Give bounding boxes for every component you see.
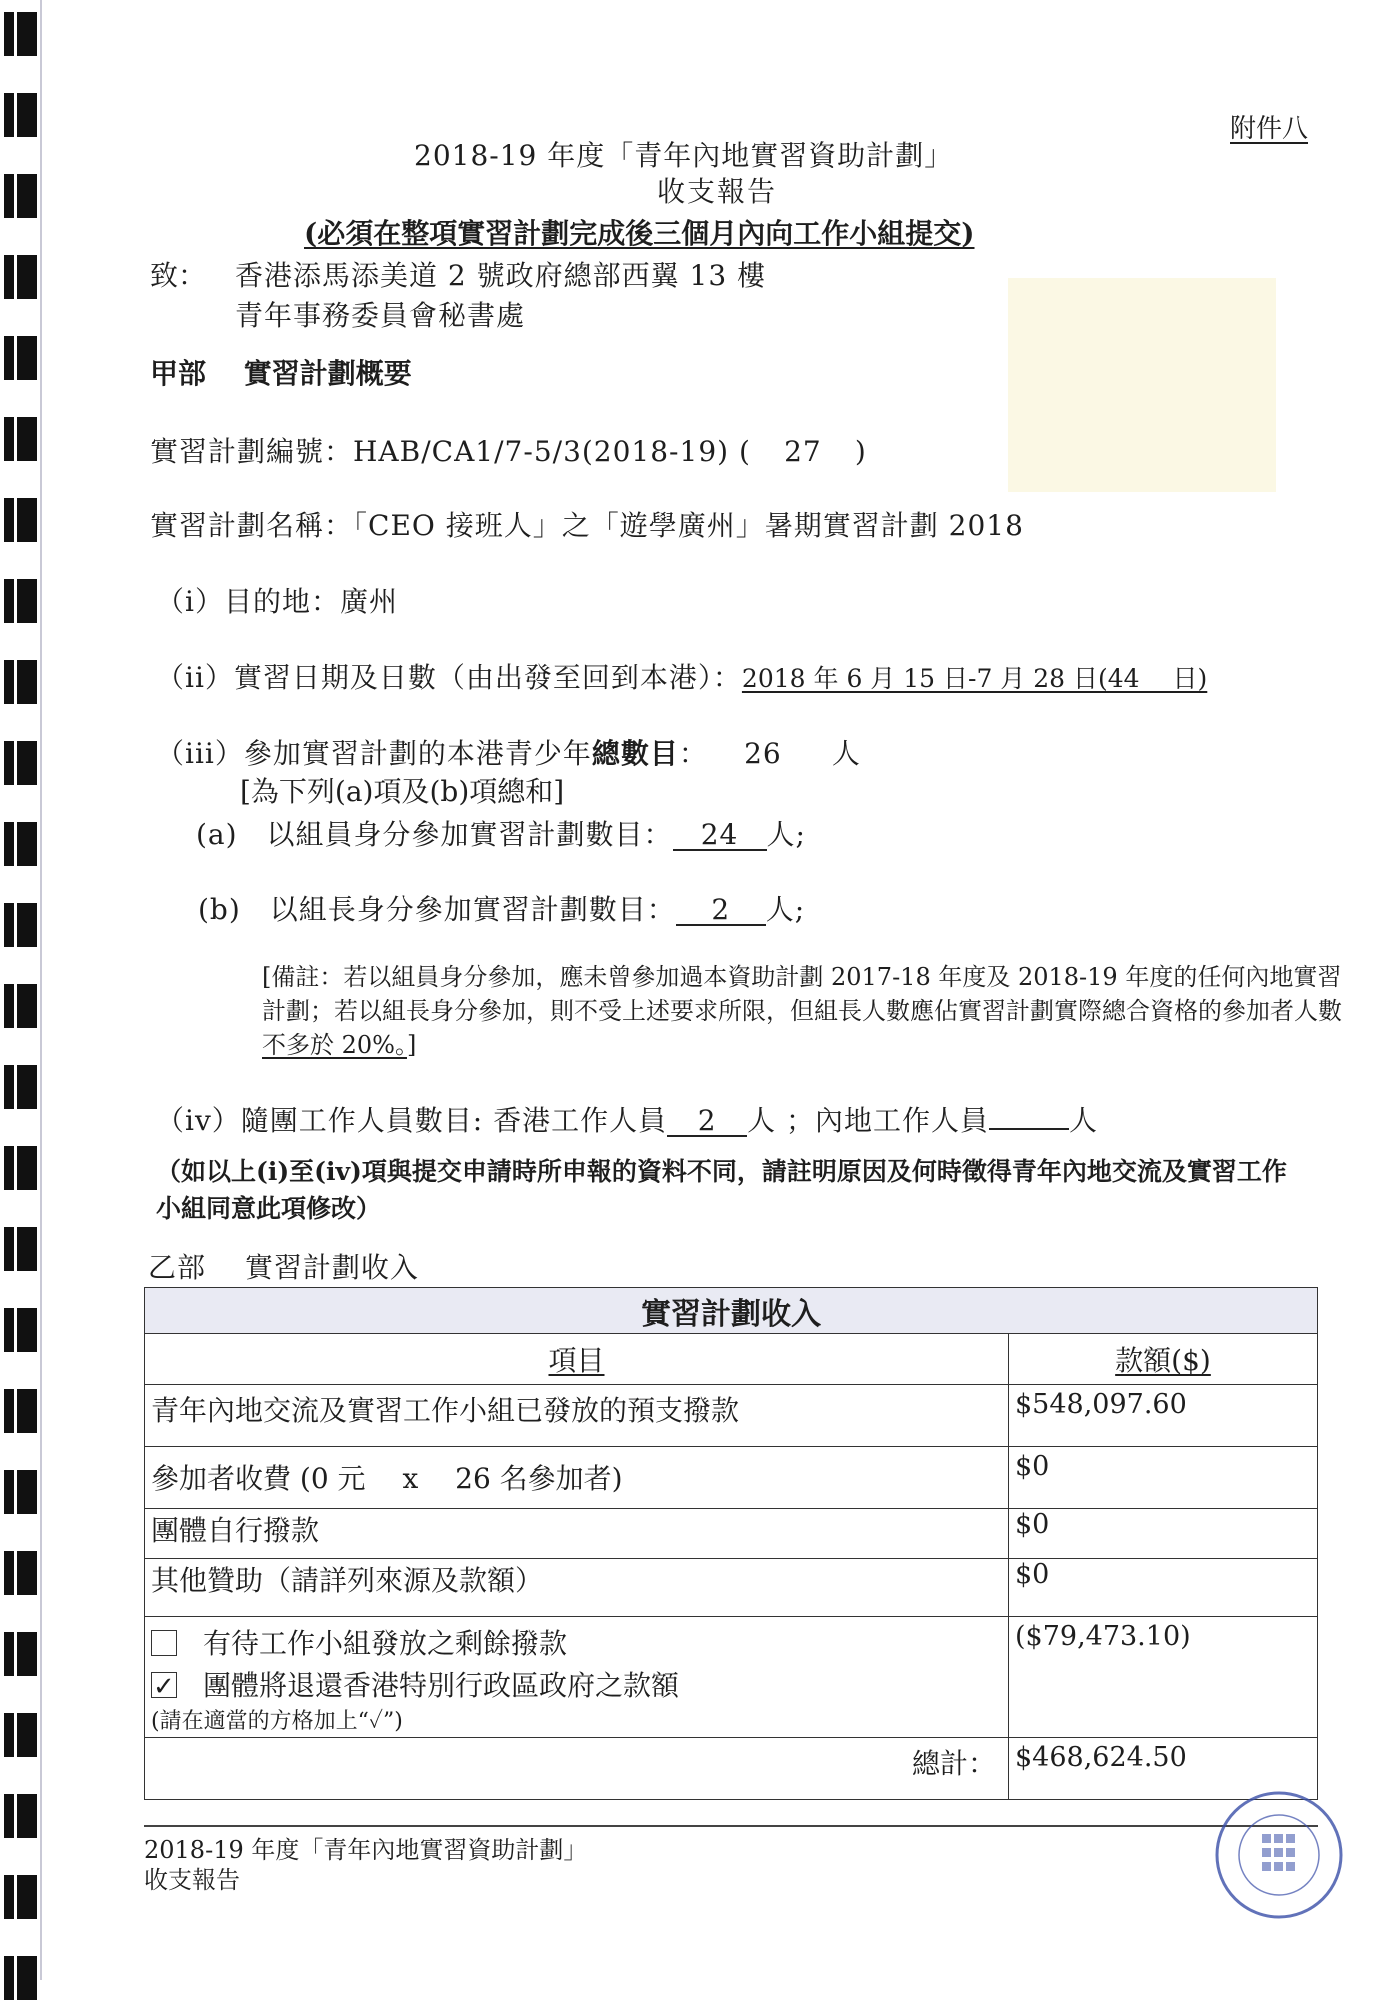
table-row (145, 1385, 1318, 1447)
report-subtitle: 收支報告 (657, 175, 778, 208)
binder-ring (0, 822, 38, 866)
option-refund-label: 團體將退還香港特別行政區政府之款額 (203, 1669, 680, 1702)
row-item: 青年內地交流及實習工作小組已發放的預支撥款 (145, 1385, 1009, 1447)
binder-strip (0, 0, 44, 1980)
member-count-value: 24 (673, 820, 767, 851)
binder-ring (0, 1470, 38, 1514)
binder-ring (0, 1227, 38, 1271)
destination-row (156, 580, 398, 620)
binder-ring (0, 1875, 38, 1919)
report-title: 2018-19 年度「青年內地實習資助計劃」 (414, 139, 954, 172)
binder-ring (0, 12, 38, 56)
binder-ring (0, 1308, 38, 1352)
destination-label: （i）目的地： (156, 585, 340, 618)
total-participants-unit: 人 (831, 737, 861, 770)
checkbox-checked[interactable] (151, 1672, 177, 1698)
member-count-unit: 人; (766, 818, 806, 851)
address-line-1: 香港添馬添美道 2 號政府總部西翼 13 樓 (235, 259, 767, 292)
leader-count-label: (b) 以組長身分參加實習計劃數目： (198, 893, 676, 926)
dates-value: 2018 年 6 月 15 日-7 月 28 日(44 日) (741, 664, 1208, 693)
row-amount: $0 (1009, 1559, 1318, 1617)
row-item: 團體自行撥款 (145, 1509, 1009, 1559)
income-table-title: 實習計劃收入 (145, 1288, 1318, 1334)
column-header-item (145, 1334, 1009, 1385)
leader-count-value: 2 (676, 895, 766, 926)
option-remaining-grant[interactable] (151, 1623, 1002, 1665)
binder-ring (0, 1956, 38, 2000)
member-count-label: (a) 以組員身分參加實習計劃數目： (196, 818, 673, 851)
to-label: 致： (150, 259, 207, 292)
binder-ring (0, 579, 38, 623)
binder-edge (40, 0, 42, 1980)
total-label: 總計： (145, 1738, 1009, 1800)
binder-ring (0, 660, 38, 704)
eligibility-note-limit: 不多於 20%。 (262, 1031, 407, 1059)
total-amount: $468,624.50 (1009, 1738, 1318, 1800)
staff-count-mid: 人 ；內地工作人員 (747, 1104, 990, 1137)
row-amount: $548,097.60 (1009, 1385, 1318, 1447)
change-remark: （如以上(i)至(iv)項與提交申請時所申報的資料不同，請註明原因及何時徵得青年內地交流及實習工作小組同意此項修改） (156, 1157, 1287, 1223)
binder-ring (0, 741, 38, 785)
table-row (145, 1559, 1318, 1617)
part-a-heading: 甲部 實習計劃概要 (150, 357, 412, 390)
binder-ring (0, 255, 38, 299)
redacted-area (1008, 278, 1276, 492)
programme-name-row (150, 504, 1024, 544)
income-table (144, 1287, 1318, 1800)
leader-count-row (198, 888, 805, 928)
staff-count-row (156, 1099, 1098, 1139)
footer-line-1: 2018-19 年度「青年內地實習資助計劃」 (144, 1836, 588, 1864)
programme-ref-number: 27 (784, 435, 822, 468)
dates-label: （ii）實習日期及日數（由出發至回到本港）： (156, 661, 742, 694)
eligibility-note-text: [備註：若以組員身分參加，應未曾參加過本資助計劃 2017-18 年度及 2018-19 年度的任何內地實習計劃；若以組長身分參加，則不受上述要求所限，但組長人數應佔實習計劃實際總合資格的參加者人數 (262, 963, 1342, 1025)
footer-divider (144, 1825, 1318, 1827)
income-table-title-row (145, 1288, 1318, 1334)
option-refund[interactable] (151, 1665, 1002, 1707)
leader-count-unit: 人; (765, 893, 806, 926)
total-participants-bold: 總數目 (591, 737, 679, 770)
programme-ref-close: ) (854, 435, 867, 468)
part-b-heading: 乙部 實習計劃收入 (148, 1251, 419, 1284)
binder-ring (0, 417, 38, 461)
staff-count-unit: 人 (1069, 1104, 1099, 1137)
dates-row (156, 656, 1207, 696)
staff-count-label: （iv）隨團工作人員數目: 香港工作人員 (156, 1104, 668, 1137)
programme-name-value: 「CEO 接班人」之「遊學廣州」暑期實習計劃 2018 (353, 509, 1024, 542)
binder-ring (0, 1632, 38, 1676)
row-amount: $0 (1009, 1447, 1318, 1509)
binder-ring (0, 498, 38, 542)
eligibility-note-close: ] (406, 1031, 417, 1059)
table-row (145, 1617, 1318, 1738)
column-header-amount (1009, 1334, 1318, 1385)
binder-ring (0, 1065, 38, 1109)
option-hint: (請在適當的方格加上“✓”) (151, 1709, 403, 1734)
row-amount: $0 (1009, 1509, 1318, 1559)
binder-ring (0, 93, 38, 137)
binder-ring (0, 903, 38, 947)
member-count-row (196, 813, 806, 853)
binder-ring (0, 1146, 38, 1190)
footer-line-2: 收支報告 (144, 1866, 240, 1894)
binder-ring (0, 1389, 38, 1433)
programme-ref-row (150, 430, 867, 470)
binder-ring (0, 984, 38, 1028)
total-participants-label: （iii）參加實習計劃的本港青少年 (156, 737, 592, 770)
income-table-header-row (145, 1334, 1318, 1385)
table-row (145, 1509, 1318, 1559)
total-participants-value: 26 (744, 737, 782, 770)
total-participants-row (156, 732, 861, 772)
eligibility-note (262, 960, 1352, 1062)
binder-ring (0, 1713, 38, 1757)
row-item: 其他贊助（請詳列來源及款額） (145, 1559, 1009, 1617)
submission-deadline: (必須在整項實習計劃完成後三個月內向工作小組提交) (304, 217, 975, 250)
address-line-2: 青年事務委員會秘書處 (235, 299, 526, 332)
programme-name-label: 實習計劃名稱： (150, 509, 354, 542)
total-participants-colon: ： (678, 737, 708, 770)
option-remaining-grant-label: 有待工作小組發放之剩餘撥款 (203, 1627, 568, 1660)
table-row (145, 1447, 1318, 1509)
binder-ring (0, 1794, 38, 1838)
binder-ring (0, 174, 38, 218)
binder-ring (0, 336, 38, 380)
total-participants-sub: [為下列(a)項及(b)項總和] (240, 775, 565, 808)
company-seal-icon (1214, 1790, 1344, 1920)
annex-label: 附件八 (1230, 114, 1309, 144)
hk-staff-value: 2 (667, 1106, 747, 1137)
checkbox-empty[interactable] (151, 1630, 177, 1656)
programme-ref-label: 實習計劃編號：HAB/CA1/7-5/3(2018-19) ( (150, 435, 751, 468)
binder-ring (0, 1551, 38, 1595)
remaining-amount-options (145, 1617, 1009, 1738)
destination-value: 廣州 (339, 585, 398, 618)
row-item: 參加者收費 (0 元 x 26 名參加者) (145, 1447, 1009, 1509)
mainland-staff-value (989, 1128, 1069, 1130)
column-header-amount-label: 款額($) (1115, 1344, 1211, 1377)
column-header-item-label: 項目 (548, 1344, 605, 1377)
total-row (145, 1738, 1318, 1800)
row-amount: ($79,473.10) (1009, 1617, 1318, 1738)
